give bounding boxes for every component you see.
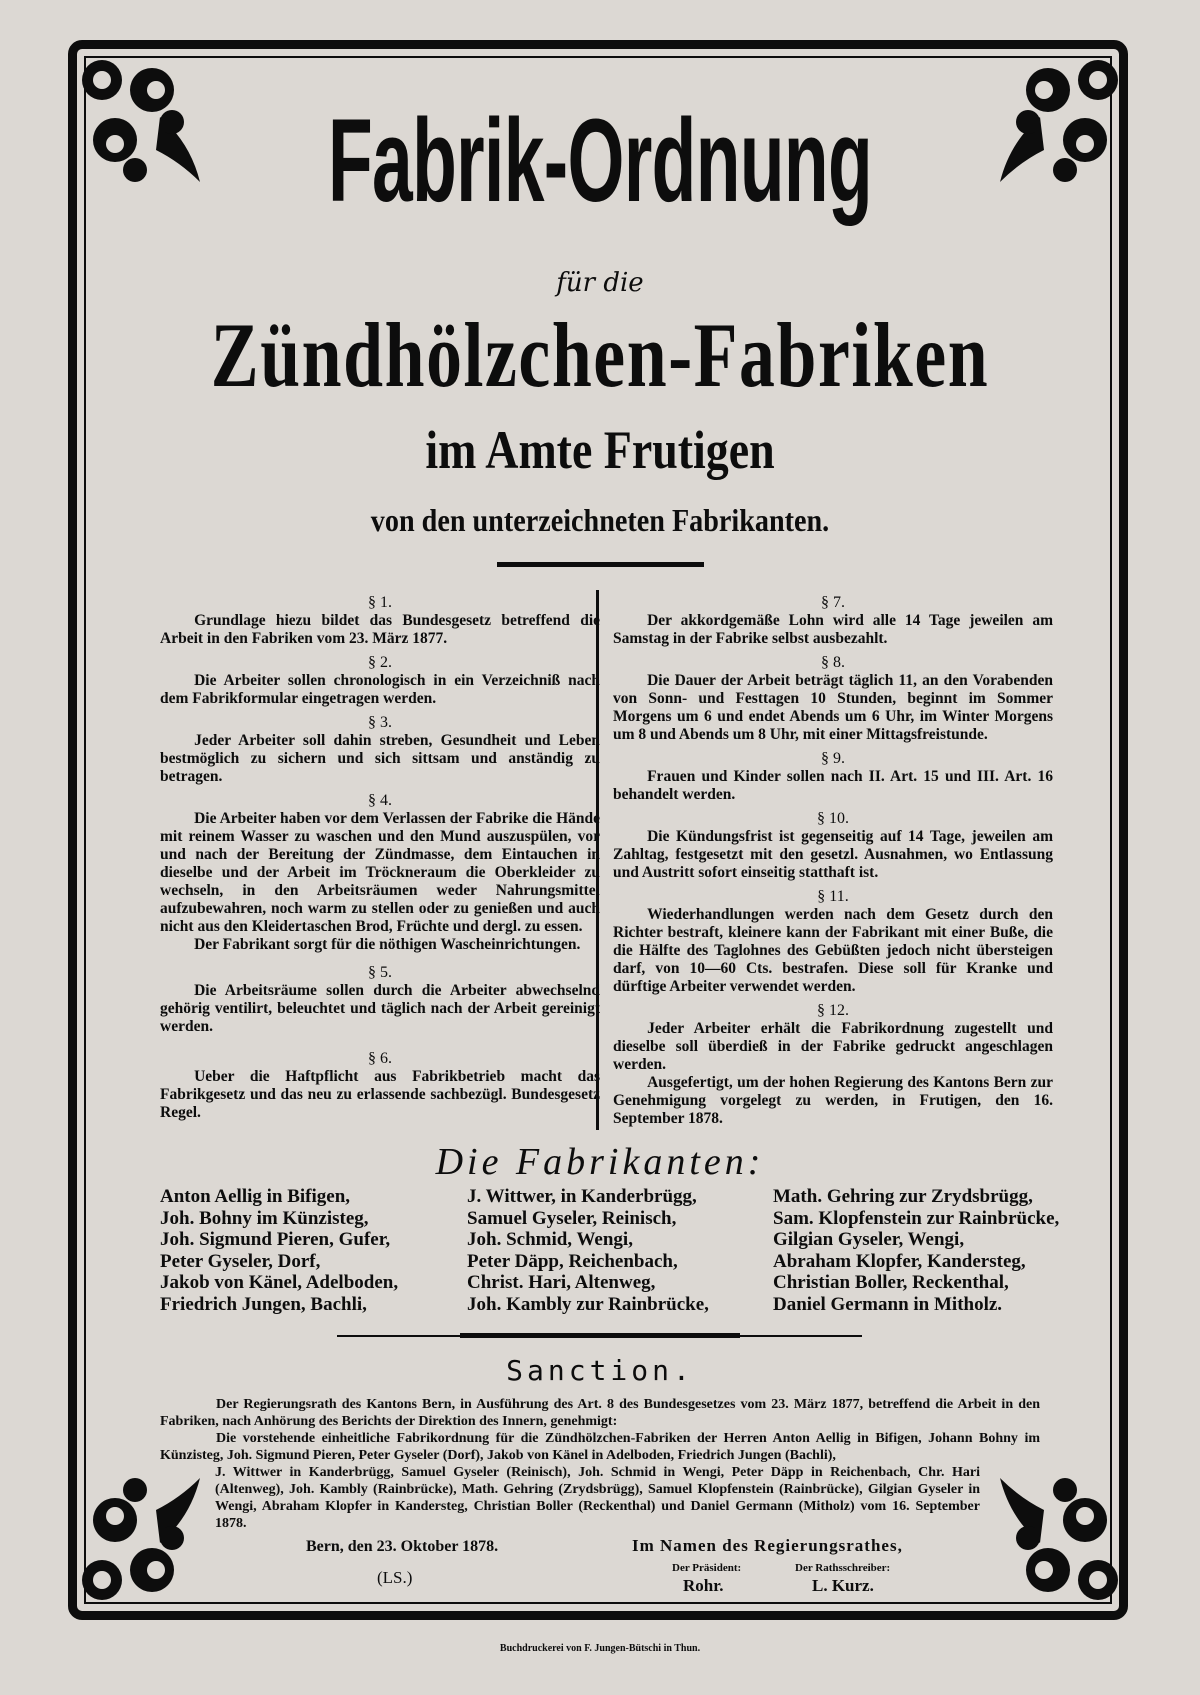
signatory: Daniel Germann in Mitholz. bbox=[773, 1293, 1003, 1315]
signatories-column-2 bbox=[467, 1186, 709, 1315]
paragraph bbox=[160, 714, 600, 786]
section-divider-thick bbox=[460, 1333, 740, 1338]
paragraph-text: Jeder Arbeiter erhält die Fabrikordnung zugestellt und dieselbe soll überdieß in der Fabrike gedruckt angeschlagen werden. bbox=[613, 1020, 1053, 1073]
signatory: Joh. Schmid, Wengi, bbox=[467, 1229, 633, 1250]
paragraph-text: Grundlage hiezu bildet das Bundesgesetz betreffend die Arbeit in den Fabriken vom 23. März 1877. bbox=[160, 612, 600, 647]
paragraph-text: Der Fabrikant sorgt für die nöthigen Wascheinrichtungen. bbox=[194, 936, 581, 953]
paragraph-text: Wiederhandlungen werden nach dem Gesetz durch den Richter bestraft, kleinere kann der Fabrikant mit einer Buße, die die Hälfte des Taglohnes des Gebüßten jedoch nicht übersteigen darf, von 10—60 Cts. bestrafen. Diese soll für Kranke und dürftige Arbeiter verwendet werden. bbox=[613, 906, 1053, 995]
paragraph bbox=[160, 594, 600, 648]
paragraph-text: Ausgefertigt, um der hohen Regierung des Kantons Bern zur Genehmigung vorgelegt zu werden, in Frutigen, den 16. September 1878. bbox=[613, 1074, 1053, 1127]
rules-column-left bbox=[160, 588, 600, 1122]
paragraph-number: § 5. bbox=[368, 964, 392, 981]
president-name: Rohr. bbox=[683, 1576, 724, 1595]
paragraph bbox=[613, 1002, 1053, 1128]
paragraph-number: § 9. bbox=[821, 750, 845, 767]
paragraph-text: Der akkordgemäße Lohn wird alle 14 Tage jeweilen am Samstag in der Fabrike selbst ausbezahlt. bbox=[613, 612, 1053, 647]
paragraph bbox=[613, 810, 1053, 882]
printer-imprint: Buchdruckerei von F. Jungen-Bütschi in Thun. bbox=[499, 1643, 701, 1654]
paragraph-number: § 8. bbox=[821, 654, 845, 671]
sanction-place-date: Bern, den 23. Oktober 1878. bbox=[306, 1538, 499, 1555]
corner-ornament-icon bbox=[990, 32, 1140, 182]
signatory: Christ. Hari, Altenweg, bbox=[467, 1272, 656, 1293]
sanction-paragraph: Die vorstehende einheitliche Fabrikordnung für die Zündhölzchen-Fabriken der Herren Anton Aellig in Bifigen, Johann Bohny im Künzisteg, Joh. Sigmund Pieren, Peter Gyseler (Dorf), Jakob von Känel in Adelboden, Friedrich Jungen (Bachli), bbox=[160, 1431, 1040, 1463]
corner-ornament-icon bbox=[60, 32, 210, 182]
signatory: Abraham Klopfer, Kandersteg, bbox=[773, 1250, 1026, 1272]
paragraph-number: § 4. bbox=[368, 792, 392, 809]
paragraph-number: § 2. bbox=[368, 654, 392, 671]
signatory: Math. Gehring zur Zrydsbrügg, bbox=[773, 1186, 1033, 1207]
signatory: Peter Däpp, Reichenbach, bbox=[467, 1250, 678, 1272]
signatory: Friedrich Jungen, Bachli, bbox=[160, 1293, 367, 1315]
paragraph-text: Die Dauer der Arbeit beträgt täglich 11, an den Vorabenden von Sonn- und Festtagen 10 Stunden, beginnt im Sommer Morgens um 6 und endet Abends um 6 Uhr, im Winter Morgens um 8 und Abends um 8 Uhr, mit einer Mittagsfreistunde. bbox=[613, 672, 1053, 743]
signatory: Gilgian Gyseler, Wengi, bbox=[773, 1229, 965, 1250]
paragraph-number: § 7. bbox=[821, 594, 845, 611]
paragraph-number: § 1. bbox=[368, 594, 392, 611]
sanction-text bbox=[160, 1396, 1040, 1532]
title-divider bbox=[497, 562, 704, 567]
sanction-paragraph: Der Regierungsrath des Kantons Bern, in Ausführung des Art. 8 des Bundesgesetzes vom 23. März 1877, betreffend die Arbeit in den Fabriken, nach Anhörung des Berichts der Direktion des Innern, genehmigt: bbox=[160, 1397, 1040, 1429]
on-behalf-line: Im Namen des Regierungsrathes, bbox=[632, 1536, 903, 1555]
by-line: von den unterzeichneten Fabrikanten. bbox=[370, 502, 830, 538]
signatory: Joh. Kambly zur Rainbrücke, bbox=[467, 1293, 709, 1315]
rules-column-right bbox=[613, 588, 1053, 1128]
paragraph bbox=[160, 654, 600, 708]
page-subtitle: Zündhölzchen-Fabriken bbox=[210, 304, 990, 406]
signatory: Joh. Bohny im Künzisteg, bbox=[160, 1207, 369, 1229]
paragraph bbox=[160, 792, 600, 954]
signatories-heading: Die Fabrikanten: bbox=[435, 1141, 765, 1183]
paragraph bbox=[613, 750, 1053, 804]
title-connector: für die bbox=[556, 268, 644, 298]
secretary-label: Der Rathsschreiber: bbox=[795, 1562, 891, 1574]
paragraph-text: Ueber die Haftpflicht aus Fabrikbetrieb macht das Fabrikgesetz und das neu zu erlassende sachbezügl. Bundesgesetz Regel. bbox=[160, 1068, 600, 1121]
page-title: Fabrik-Ordnung bbox=[327, 95, 873, 227]
location-line: im Amte Frutigen bbox=[425, 420, 775, 480]
paragraph bbox=[613, 594, 1053, 648]
signatory: Christian Boller, Reckenthal, bbox=[773, 1272, 1009, 1293]
paragraph-text: Die Arbeitsräume sollen durch die Arbeiter abwechselnd gehörig ventilirt, beleuchtet und täglich nach der Arbeit gereinigt werden. bbox=[160, 982, 600, 1035]
sanction-paragraph: J. Wittwer in Kanderbrügg, Samuel Gyseler (Reinisch), Joh. Schmid in Wengi, Peter Däpp in Reichenbach, Chr. Hari (Altenweg), Joh. Kambly (Rainbrücke), Math. Gehring (Zrydsbrügg), Samuel Klopfenstein (Rainbrücke), Gilgian Gyseler in Wengi, Abraham Klopfer in Kandersteg, Christian Boller (Reckenthal) und Daniel Germann (Mitholz) vom 16. September 1878. bbox=[215, 1465, 980, 1531]
sanction-heading: Sanction. bbox=[506, 1354, 694, 1387]
signatory: Joh. Sigmund Pieren, Gufer, bbox=[160, 1229, 391, 1250]
paragraph bbox=[160, 1050, 600, 1122]
signatories-column-1 bbox=[160, 1186, 398, 1315]
signatory: Sam. Klopfenstein zur Rainbrücke, bbox=[773, 1207, 1060, 1229]
paragraph-number: § 6. bbox=[368, 1050, 392, 1067]
paragraph bbox=[613, 654, 1053, 744]
paragraph bbox=[160, 964, 600, 1036]
paragraph-number: § 3. bbox=[368, 714, 392, 731]
signatory: Peter Gyseler, Dorf, bbox=[160, 1250, 321, 1272]
paragraph bbox=[613, 888, 1053, 996]
secretary-name: L. Kurz. bbox=[812, 1576, 874, 1595]
paragraph-text: Frauen und Kinder sollen nach II. Art. 15 und III. Art. 16 behandelt werden. bbox=[613, 768, 1053, 803]
signatory: J. Wittwer, in Kanderbrügg, bbox=[467, 1186, 697, 1207]
paragraph-text: Jeder Arbeiter soll dahin streben, Gesundheit und Leben bestmöglich zu sichern und sich sittsam und anständig zu betragen. bbox=[160, 732, 600, 785]
column-divider bbox=[596, 590, 599, 1130]
seal-mark: (LS.) bbox=[377, 1568, 413, 1587]
signatory: Anton Aellig in Bifigen, bbox=[160, 1186, 351, 1207]
paragraph-number: § 11. bbox=[817, 888, 849, 905]
president-label: Der Präsident: bbox=[672, 1562, 742, 1574]
paragraph-number: § 10. bbox=[817, 810, 849, 827]
paragraph-text: Die Arbeiter sollen chronologisch in ein Verzeichniß nach dem Fabrikformular eingetragen werden. bbox=[160, 672, 600, 707]
paragraph-number: § 12. bbox=[817, 1002, 849, 1019]
signatory: Jakob von Känel, Adelboden, bbox=[160, 1272, 399, 1293]
signatory: Samuel Gyseler, Reinisch, bbox=[467, 1207, 677, 1229]
signatories-column-3 bbox=[773, 1186, 1059, 1315]
paragraph-text: Die Arbeiter haben vor dem Verlassen der Fabrike die Hände mit reinem Wasser zu waschen und den Mund auszuspülen, vor und nach der Bereitung der Zündmasse, dem Eintauchen in dieselbe und der Arbeit im Tröckneraum die Oberkleider zu wechseln, in den Arbeitsräumen weder Nahrungsmittel aufzubewahren, noch warm zu stellen oder zu genießen und auch nicht aus den Kleidertaschen Brod, Früchte und dergl. zu essen. bbox=[160, 810, 600, 935]
paragraph-text: Die Kündungsfrist ist gegenseitig auf 14 Tage, jeweilen am Zahltag, festgesetzt mit den gesetzl. Ausnahmen, wo Entlassung und Austritt sofort einseitig statthaft ist. bbox=[613, 828, 1053, 881]
